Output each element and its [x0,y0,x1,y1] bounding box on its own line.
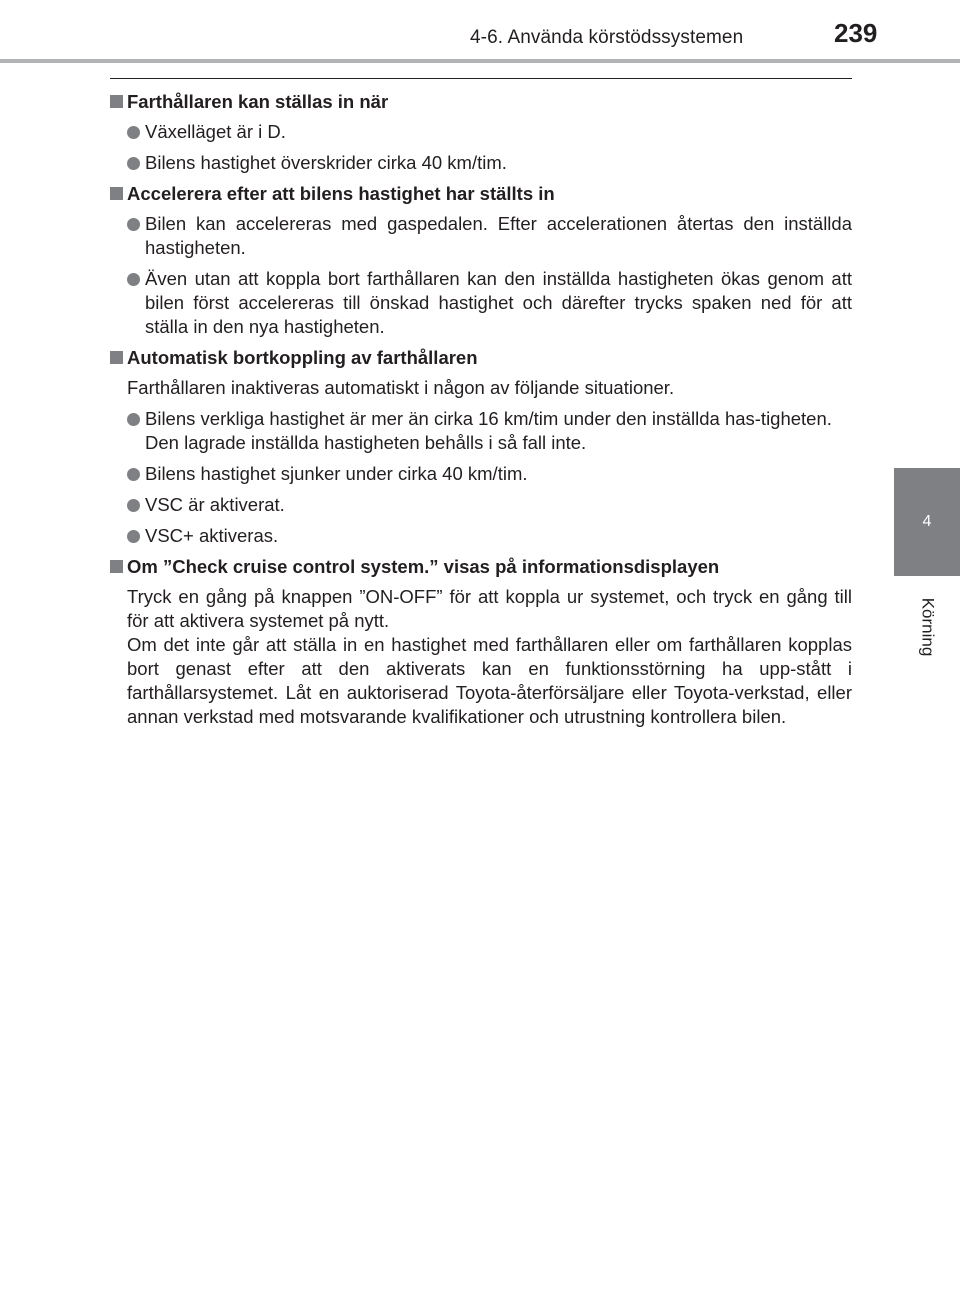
chapter-number: 4 [922,513,932,530]
square-bullet-icon [110,187,123,200]
round-bullet-icon [127,413,140,426]
header-rule [0,59,960,63]
section-title: Accelerera efter att bilens hastighet har ställts in [110,182,852,206]
round-bullet-icon [127,530,140,543]
square-bullet-icon [110,95,123,108]
round-bullet-icon [127,218,140,231]
list-item: VSC är aktiverat. [110,493,852,517]
page-content [110,90,852,736]
list-item: Bilen kan accelereras med gaspedalen. Efter accelerationen återtas den inställda hastigheten. [110,212,852,260]
round-bullet-icon [127,157,140,170]
chapter-tab [894,468,960,576]
list-item: Bilens hastighet överskrider cirka 40 km/tim. [110,151,852,175]
round-bullet-icon [127,468,140,481]
section-cruise-set-conditions [110,90,852,175]
page-number: 239 [834,18,878,48]
list-item: VSC+ aktiveras. [110,524,852,548]
round-bullet-icon [127,126,140,139]
section-check-message [110,555,852,729]
round-bullet-icon [127,499,140,512]
list-item: Bilens hastighet sjunker under cirka 40 km/tim. [110,462,852,486]
list-item: Bilens verkliga hastighet är mer än cirka 16 km/tim under den inställda has-tigheten. Den lagrade inställda hastigheten behålls i så fall inte. [110,407,852,455]
content-top-rule [110,78,852,79]
paragraph: Tryck en gång på knappen ”ON-OFF” för att koppla ur systemet, och tryck en gång till för att aktivera systemet på nytt. Om det inte går att ställa in en hastighet med farthållaren eller om farthållaren kopplas bort genast efter att den aktiverats kan en funktionsstörning ha upp-stått i farthållarsystemet. Låt en auktoriserad Toyota-återförsäljare eller Toyota-verkstad, eller annan verkstad med motsvarande kvalifikationer och utrustning kontrollera bilen. [127,586,852,727]
chapter-label: Körning [918,597,938,657]
round-bullet-icon [127,273,140,286]
section-title: Om ”Check cruise control system.” visas på informationsdisplayen [110,555,852,579]
list-item: Växelläget är i D. [110,120,852,144]
section-header-title: 4-6. Använda körstödssystemen [470,27,744,48]
list-item: Även utan att koppla bort farthållaren kan den inställda hastigheten ökas genom att bilen först accelereras till önskad hastighet och därefter trycks spaken ned för att ställa in den nya hastigheten. [110,267,852,339]
section-intro: Farthållaren inaktiveras automatiskt i någon av följande situationer. [127,377,675,398]
square-bullet-icon [110,351,123,364]
section-auto-cancel [110,346,852,548]
section-title: Automatisk bortkoppling av farthållaren [110,346,852,370]
section-accelerate [110,182,852,339]
section-title: Farthållaren kan ställas in när [110,90,852,114]
square-bullet-icon [110,560,123,573]
chapter-label-container [912,582,942,672]
